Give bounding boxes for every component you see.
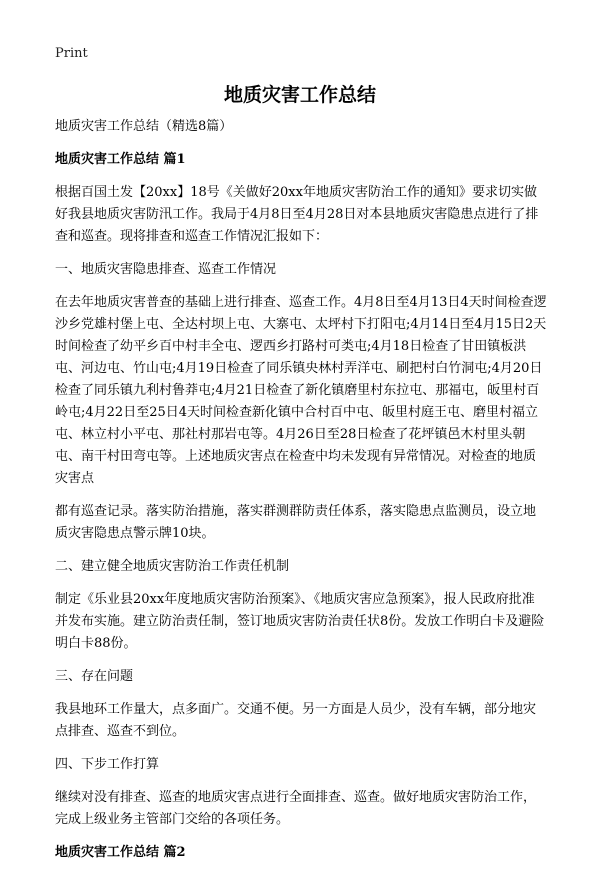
section-2-paragraph: 制定《乐业县20xx年度地质灾害防治预案》、《地质灾害应急预案》，报人民政府批准并发布实施。建立防治责任制，签订地质灾害防治责任状8份。发放工作明白卡及避险明白卡88份。 bbox=[55, 592, 545, 651]
section-1-paragraph-2: 都有巡查记录。落实防治措施，落实群测群防责任体系，落实隐患点监测员，设立地质灾害隐患点警示牌10块。 bbox=[55, 504, 537, 541]
document-subtitle: 地质灾害工作总结（精选8篇） bbox=[55, 119, 233, 134]
article-heading-2: 地质灾害工作总结 篇2 bbox=[55, 845, 186, 860]
page-title: 地质灾害工作总结 bbox=[223, 84, 376, 106]
article-content bbox=[55, 116, 547, 875]
section-3-title: 三、存在问题 bbox=[55, 669, 134, 684]
intro-paragraph: 根据百国土发【20xx】18号《关做好20xx年地质灾害防治工作的通知》要求切实做好我县地质灾害防汛工作。我局于4月8日至4月28日对本县地质灾害隐患点进行了排查和巡查。现将排查和巡查工作情况汇报如下： bbox=[55, 185, 539, 244]
article-heading-1: 地质灾害工作总结 篇1 bbox=[55, 152, 186, 167]
section-2-title: 二、建立健全地质灾害防治工作责任机制 bbox=[55, 559, 290, 574]
section-4-paragraph: 继续对没有排查、巡查的地质灾害点进行全面排查、巡查。做好地质灾害防治工作，完成上级业务主管部门交给的各项任务。 bbox=[55, 790, 537, 827]
section-1-title: 一、地质灾害隐患排查、巡查工作情况 bbox=[55, 262, 277, 277]
print-link[interactable]: Print bbox=[55, 46, 88, 61]
section-4-title: 四、下步工作打算 bbox=[55, 757, 160, 772]
section-3-paragraph: 我县地环工作量大，点多面广。交通不便。另一方面是人员少，没有车辆，部分地灾点排查、巡查不到位。 bbox=[55, 702, 537, 739]
section-1-paragraph-1: 在去年地质灾害普查的基础上进行排查、巡查工作。4月8日至4月13日4天时间检查逻沙乡党雄村堡上屯、全达村坝上屯、大寨屯、太坪村下打阳屯;4月14日至4月15日2天时间检查了幼平乡百中村丰全屯、逻西乡打路村可类屯;4月18日检查了甘田镇板洪屯、河边屯、竹山屯;4月19日检查了同乐镇央林村弄洋屯、刷把村白竹洞屯;4月20日检查了同乐镇九利村鲁莽屯;4月21日检查了新化镇磨里村东拉屯、那福屯，皈里村百岭屯;4月22日至25日4天时间检查新化镇中合村百中屯、皈里村庭王屯、磨里村福立屯、林立村小平屯、那社村那岩屯等。4月26日至28日检查了花坪镇邑木村里头朝屯、南干村田弯屯等。上述地质灾害点在检查中均未发现有异常情况。对检查的地质灾害点 bbox=[55, 295, 547, 486]
